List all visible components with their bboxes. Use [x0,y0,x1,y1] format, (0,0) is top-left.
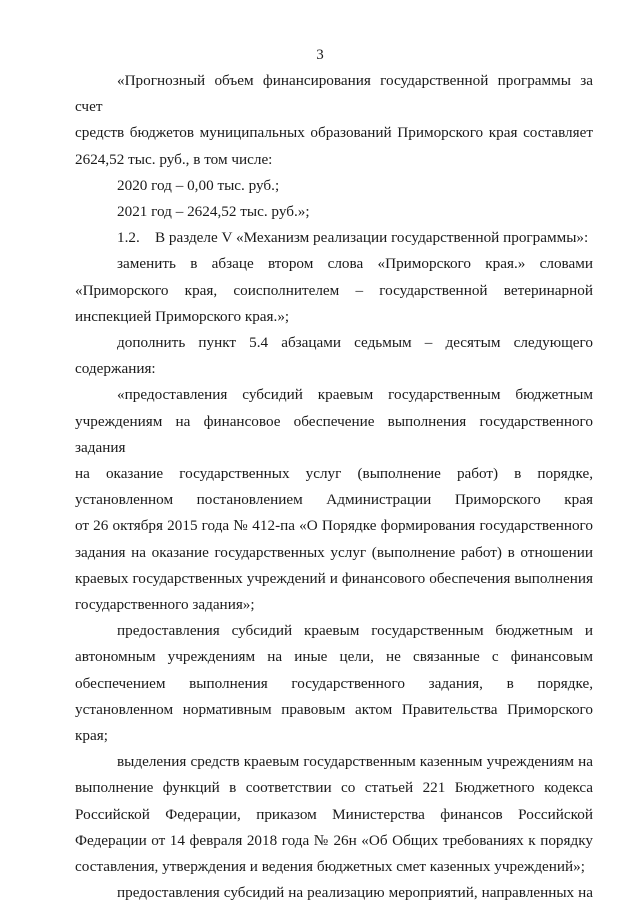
page-number: 3 [316,47,324,63]
text-line: Российской Федерации, приказом Министерства финансов Российской [75,805,593,823]
text-line: установленном нормативным правовым актом Правительства Приморского [75,700,593,718]
text-line: учреждениям на финансовое обеспечение выполнения государственного задания [75,412,593,456]
paragraph-subsidies-measures [75,880,593,906]
paragraph-year-2020 [75,173,593,199]
paragraph-section-1-2 [75,225,593,251]
paragraph-allocation-funds [75,749,593,880]
text-line: выполнение функций в соответствии со статьей 221 Бюджетного кодекса [75,779,593,797]
text-line: 2020 год – 0,00 тыс. руб.; [117,176,280,194]
text-line: обеспечением выполнения государственного задания, в порядке, [75,674,593,692]
text-line: средств бюджетов муниципальных образований Приморского края составляет [75,124,593,142]
text-line: автономным учреждениям на иные цели, не связанные с финансовым [75,648,593,666]
text-line: на оказание государственных услуг (выполнение работ) в порядке, [75,465,593,483]
paragraph-year-2021 [75,199,593,225]
text-line: предоставления субсидий на реализацию мероприятий, направленных на [117,884,593,902]
text-line: краевых государственных учреждений и финансового обеспечения выполнения [75,569,593,587]
text-line: края; [75,727,108,745]
text-line: 2021 год – 2624,52 тыс. руб.»; [117,203,310,221]
text-line: заменить в абзаце втором слова «Приморского края.» словами [117,255,593,273]
text-line: задания на оказание государственных услуг (выполнение работ) в отношении [75,543,593,561]
text-line: «Прогнозный объем финансирования государственной программы за счет [75,72,593,116]
text-line: установленном постановлением Администрации Приморского края [75,491,593,509]
text-line: содержания: [75,360,156,378]
text-line: инспекцией Приморского края.»; [75,307,290,325]
text-line: «Приморского края, соисполнителем – государственной ветеринарной [75,281,593,299]
text-line: предоставления субсидий краевым государственным бюджетным и [117,622,593,640]
text-line: от 26 октября 2015 года № 412-па «О Порядке формирования государственного [75,517,593,535]
text-line: 2624,52 тыс. руб., в том числе: [75,150,273,168]
text-line: выделения средств краевым государственным казенным учреждениям на [117,753,593,771]
paragraph-replace-words [75,251,593,330]
text-line: государственного задания»; [75,596,255,614]
paragraph-subsidies-budget [75,382,593,618]
document-body [75,68,593,907]
text-line: Федерации от 14 февраля 2018 года № 26н «Об Общих требованиях к порядку [75,831,593,849]
text-line: дополнить пункт 5.4 абзацами седьмым – десятым следующего [117,334,593,352]
text-line: 1.2. В разделе V «Механизм реализации государственной программы»: [117,229,589,247]
paragraph-funding-forecast [75,68,593,173]
text-line: «предоставления субсидий краевым государственным бюджетным [117,386,593,404]
paragraph-subsidies-other-purposes [75,618,593,749]
text-line: составления, утверждения и ведения бюджетных смет казенных учреждений»; [75,858,585,876]
paragraph-supplement [75,330,593,382]
